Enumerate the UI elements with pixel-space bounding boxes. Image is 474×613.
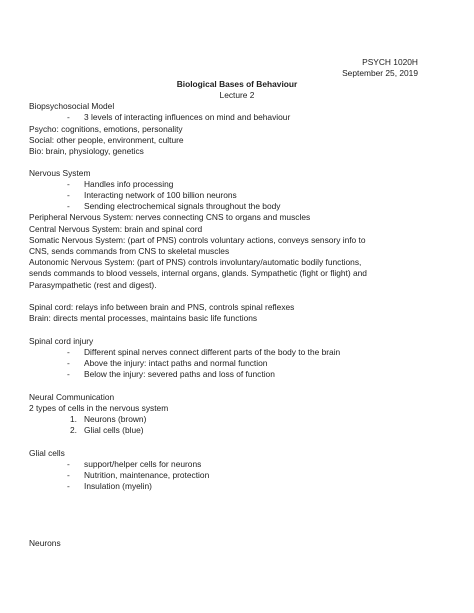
text-line: Central Nervous System: brain and spinal cord: [29, 224, 203, 234]
bullet-text: Nutrition, maintenance, protection: [84, 470, 210, 480]
text-line: Parasympathetic (rest and digest).: [29, 280, 157, 290]
text-line: Brain: directs mental processes, maintains basic life functions: [29, 313, 258, 323]
text-line: sends commands to blood vessels, internal organs, glands. Sympathetic (fight or flight) and: [29, 268, 367, 278]
section-heading-spinal-injury: Spinal cord injury: [29, 336, 94, 346]
numbered-text: Neurons (brown): [84, 414, 147, 424]
bullet-text: Handles info processing: [84, 179, 174, 189]
bullet-text: support/helper cells for neurons: [84, 459, 202, 469]
bullet-marker: -: [67, 481, 70, 491]
section-heading-glial-cells: Glial cells: [29, 448, 65, 458]
document-title: Biological Bases of Behaviour: [176, 79, 298, 89]
section-heading-neural-communication: Neural Communication: [29, 392, 115, 402]
bullet-marker: -: [67, 459, 70, 469]
bullet-item: [0, 347, 474, 357]
document-date: September 25, 2019: [342, 68, 418, 78]
bullet-item: [0, 201, 474, 211]
bullet-text: Insulation (myelin): [84, 481, 152, 491]
bullet-text: Interacting network of 100 billion neurons: [84, 190, 237, 200]
text-line: Spinal cord: relays info between brain and PNS, controls spinal reflexes: [29, 302, 295, 312]
text-line: 2 types of cells in the nervous system: [29, 403, 169, 413]
section-heading-biopsychosocial: Biopsychosocial Model: [29, 101, 115, 111]
section-heading-neurons: Neurons: [29, 538, 61, 548]
bullet-text: Above the injury: intact paths and normal function: [84, 358, 268, 368]
course-code: PSYCH 1020H: [362, 57, 418, 67]
numbered-text: Glial cells (blue): [84, 425, 144, 435]
bullet-marker: -: [67, 369, 70, 379]
text-line: Social: other people, environment, culture: [29, 135, 184, 145]
bullet-marker: -: [67, 112, 70, 122]
bullet-marker: -: [67, 201, 70, 211]
bullet-marker: -: [67, 179, 70, 189]
lecture-number: Lecture 2: [219, 90, 255, 100]
list-number: 1.: [70, 414, 77, 424]
bullet-item: [0, 459, 474, 469]
text-line: Somatic Nervous System: (part of PNS) controls voluntary actions, conveys sensory info to: [29, 235, 366, 245]
bullet-text: Different spinal nerves connect different parts of the body to the brain: [84, 347, 341, 357]
bullet-item: [0, 190, 474, 200]
bullet-text: 3 levels of interacting influences on mind and behaviour: [84, 112, 291, 122]
bullet-item: [0, 179, 474, 189]
text-line: Bio: brain, physiology, genetics: [29, 146, 144, 156]
bullet-item: [0, 470, 474, 480]
bullet-marker: -: [67, 470, 70, 480]
bullet-marker: -: [67, 358, 70, 368]
text-line: Peripheral Nervous System: nerves connecting CNS to organs and muscles: [29, 212, 311, 222]
bullet-item: [0, 358, 474, 368]
bullet-item: [0, 369, 474, 379]
text-line: Psycho: cognitions, emotions, personality: [29, 124, 183, 134]
text-line: CNS, sends commands from CNS to skeletal muscles: [29, 246, 230, 256]
numbered-item: [0, 414, 474, 424]
bullet-item: [0, 481, 474, 491]
numbered-item: [0, 425, 474, 435]
section-heading-nervous-system: Nervous System: [29, 168, 91, 178]
bullet-item: [0, 112, 474, 122]
list-number: 2.: [70, 425, 77, 435]
text-line: Autonomic Nervous System: (part of PNS) controls involuntary/automatic bodily functions,: [29, 257, 362, 267]
bullet-text: Sending electrochemical signals throughout the body: [84, 201, 281, 211]
bullet-marker: -: [67, 190, 70, 200]
bullet-marker: -: [67, 347, 70, 357]
bullet-text: Below the injury: severed paths and loss of function: [84, 369, 275, 379]
